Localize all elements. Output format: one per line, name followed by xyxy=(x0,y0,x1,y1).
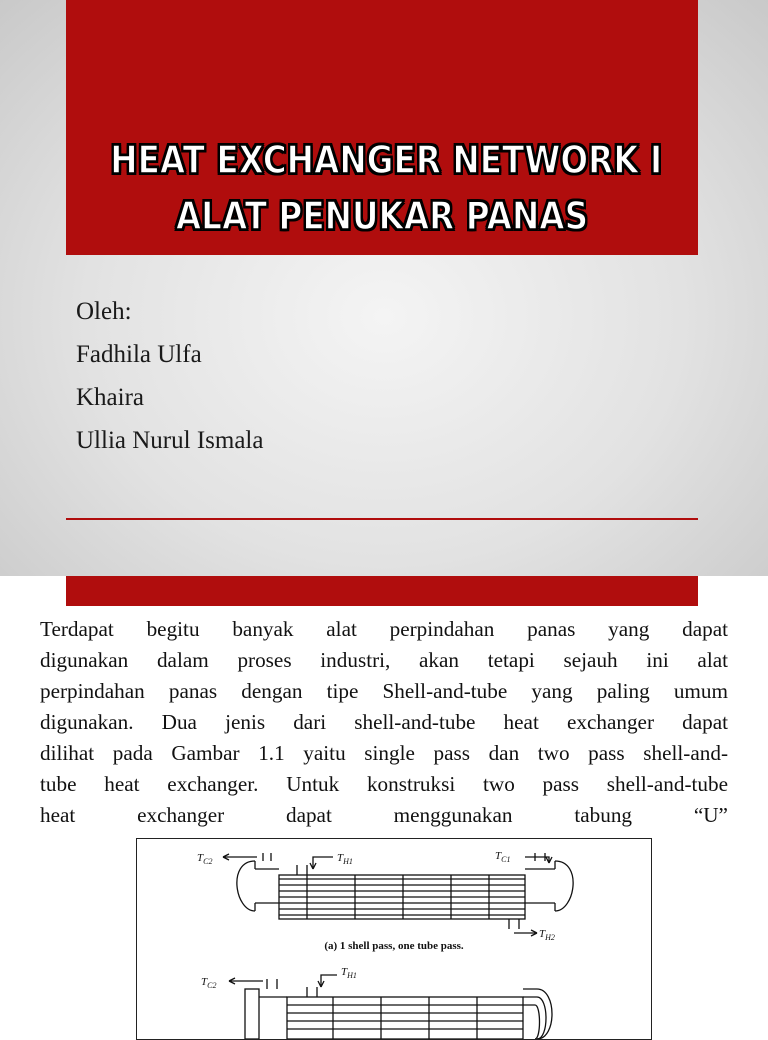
heat-exchanger-figure xyxy=(136,838,652,1040)
nozzle xyxy=(297,865,307,875)
title-band-bottom xyxy=(66,576,698,606)
nozzle xyxy=(263,853,271,861)
nozzle xyxy=(509,919,519,929)
paragraph-line: digunakan dalam proses industri, akan tetapi sejauh ini alat xyxy=(40,648,728,672)
paragraph-line: perpindahan panas dengan tipe Shell-and-tube yang paling umum xyxy=(40,679,728,703)
paragraph-word: “U” xyxy=(693,803,728,827)
slide-title xyxy=(110,132,663,244)
slide-title-line-1: HEAT EXCHANGER NETWORK I xyxy=(110,138,663,182)
label-th1-b: $T_{H1}$ xyxy=(341,966,357,980)
right-head-a xyxy=(555,861,573,911)
paragraph-line: Terdapat begitu banyak alat perpindahan panas yang dapat xyxy=(40,617,728,641)
paragraph-word: exchanger xyxy=(137,803,225,827)
label-tc2-a: $T_{C2}$ xyxy=(197,852,213,866)
nozzle xyxy=(307,987,317,997)
paragraph-line: digunakan. Dua jenis dari shell-and-tube heat exchanger dapat xyxy=(40,710,728,734)
shell-b xyxy=(287,997,523,1039)
author-name: Fadhila Ulfa xyxy=(76,341,202,368)
paragraph-last-line xyxy=(40,800,728,831)
paragraph-word: dapat xyxy=(285,803,332,827)
author-name: Ullia Nurul Ismala xyxy=(76,427,264,454)
paragraph-line: tube heat exchanger. Untuk konstruksi two pass shell-and-tube xyxy=(40,772,728,796)
label-th2-a: $T_{H2}$ xyxy=(539,928,555,942)
label-th1-a: $T_{H1}$ xyxy=(337,852,353,866)
paragraph-word: heat xyxy=(40,803,76,827)
left-head-a xyxy=(237,861,255,911)
author-name: Khaira xyxy=(76,384,145,411)
author-list xyxy=(76,290,263,462)
nozzle xyxy=(267,979,277,989)
figure-caption-a: (a) 1 shell pass, one tube pass. xyxy=(324,940,464,952)
slide-title-line-2: ALAT PENUKAR PANAS xyxy=(175,194,589,238)
label-tc1-a: $T_{C1}$ xyxy=(495,850,511,864)
heat-exchanger-diagram xyxy=(137,839,651,1039)
label-tc2-b: $T_{C2}$ xyxy=(201,976,217,990)
divider-line xyxy=(66,518,698,520)
paragraph-word: tabung xyxy=(574,803,633,827)
paragraph-word: menggunakan xyxy=(393,803,513,827)
paragraph-line: dilihat pada Gambar 1.1 yaitu single pass dan two pass shell-and- xyxy=(40,741,728,765)
left-head-b xyxy=(245,989,259,1039)
authors-heading: Oleh: xyxy=(76,298,132,325)
body-paragraph xyxy=(40,614,728,831)
